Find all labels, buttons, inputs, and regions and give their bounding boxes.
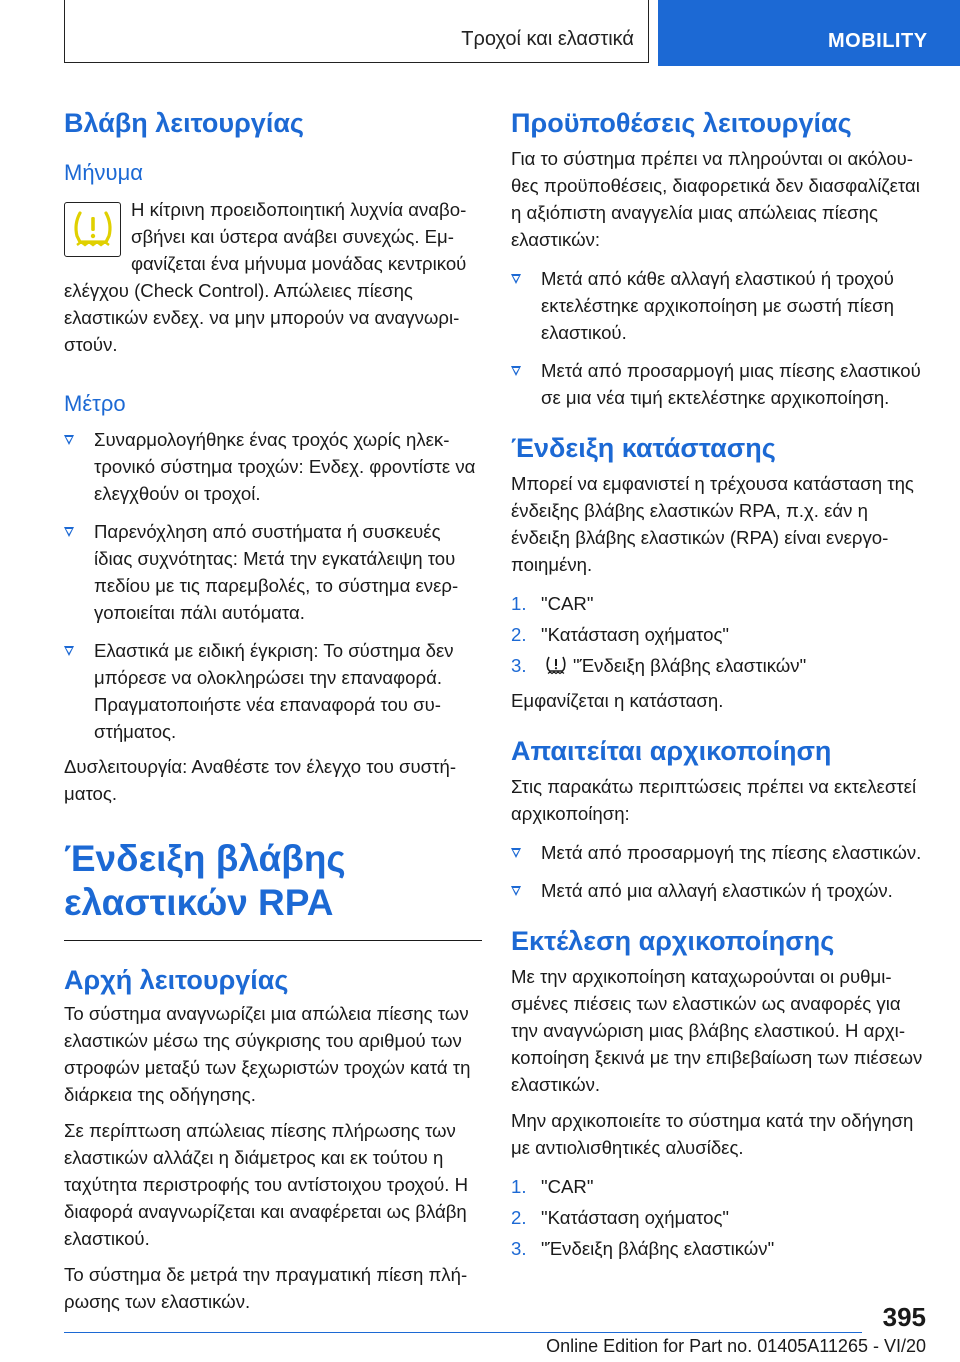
triangle-bullet-icon: [511, 274, 521, 284]
list-item: Μετά από προσαρμογή μιας πίεσης ελαστικού σε μια νέα τιμή εκτελέστηκε αρχικοποίηση.: [511, 357, 931, 411]
prerequisites-text: Για το σύστημα πρέπει να πληρούνται οι ακόλουθες προϋποθέσεις, διαφορετικά δεν διασφαλίζεται η αξιόπιστη αναγγελία μιας απώλειας πίεσης ελαστικών:: [511, 148, 920, 251]
init-required-text: Στις παρακάτω περιπτώσεις πρέπει να εκτελεστεί αρχικοποίηση:: [511, 776, 917, 825]
message-block: [64, 196, 482, 358]
list-item: Ελαστικά με ειδική έγκριση: Το σύστημα δεν μπόρεσε να ολοκληρώσει την επαναφορά. Πραγματοποιήστε νέα επαναφορά του συστήματος.: [64, 637, 482, 745]
list-item: Μετά από κάθε αλλαγή ελαστικού ή τροχού εκτελέστηκε αρχικοποίηση με σωστή πίεση ελαστικού.: [511, 265, 931, 346]
list-item: 2. "Κατάσταση οχήματος": [511, 1207, 730, 1229]
rpa-heading-block: [64, 837, 482, 941]
triangle-bullet-icon: [511, 886, 521, 896]
list-item: 2. "Κατάσταση οχήματος": [511, 624, 730, 646]
left-column: [64, 96, 482, 1315]
triangle-bullet-icon: [64, 527, 74, 537]
heading-measure: Μέτρο: [64, 390, 126, 416]
footer-divider: [64, 1332, 862, 1333]
list-item: 3. "Ένδειξη βλάβης ελαστικών": [511, 1238, 775, 1260]
message-text: Η κίτρινη προειδοποιητική λυχνία αναβοσβήνει και ύστερα ανάβει συνεχώς. Εμφανίζεται ένα μήνυμα μονάδας κεντρικού ελέγχου (Check Control). Απώλειες πίεσης ελαστικών ενδεχ. να μην μπορούν να αναγνωριστούν.: [64, 198, 467, 355]
init-required-list: [511, 839, 931, 904]
perform-init-paragraph-2: Μην αρχικοποιείτε το σύστημα κατά την οδήγηση με αντιολισθητικές αλυσίδες.: [511, 1110, 914, 1159]
section-title: Τροχοί και ελαστικά: [461, 28, 634, 50]
list-item: Συναρμολογήθηκε ένας τροχός χωρίς ηλεκτρονικό σύστημα τροχών: Ενδεχ. φροντίστε να ελεγχθούν οι τροχοί.: [64, 426, 482, 507]
prerequisites-list: [511, 265, 931, 411]
heading-init-required: Απαιτείται αρχικοποίηση: [511, 736, 832, 767]
perform-init-paragraph-1: Με την αρχικοποίηση καταχωρούνται οι ρυθμισμένες πιέσεις των ελαστικών ως αναφορές για την αναγνώριση μιας βλάβης ελαστικού. Η αρχικοποίηση ξεκινά με την επιβεβαίωση των πιέσεων ελαστικών.: [511, 966, 923, 1096]
heading-prerequisites: Προϋποθέσεις λειτουργίας: [511, 108, 852, 138]
heading-status: Ένδειξη κατάστασης: [511, 433, 776, 464]
heading-principle: Αρχή λειτουργίας: [64, 964, 289, 995]
principle-paragraph-2: Σε περίπτωση απώλειας πίεσης πλήρωσης των ελαστικών αλλάζει η διάμετρος και εκ τούτου η ταχύτητα περιστροφής του αντίστοιχου τροχού. Η διαφορά αναγνωρίζεται και αναφέρεται ως βλάβη ελαστικού.: [64, 1119, 469, 1249]
edition-text: Online Edition for Part no. 01405A11265 - VI/20: [546, 1336, 926, 1356]
list-item: 3. "Ένδειξη βλάβης ελαστικών": [511, 652, 931, 682]
tire-warning-icon: [545, 655, 567, 682]
chapter-tab: [658, 0, 960, 66]
list-item: 1. "CAR": [511, 1176, 594, 1198]
status-result: Εμφανίζεται η κατάσταση.: [511, 690, 724, 712]
page-header: [0, 0, 960, 66]
list-item: 1. "CAR": [511, 593, 594, 615]
tire-pressure-warning-icon: [64, 202, 121, 257]
list-item: Μετά από προσαρμογή της πίεσης ελαστικών.: [511, 839, 931, 866]
malfunction-text: Δυσλειτουργία: Αναθέστε τον έλεγχο του συστήματος.: [64, 756, 457, 805]
chapter-tab-label: MOBILITY: [828, 30, 928, 52]
right-column: [511, 96, 931, 1262]
heading-message: Μήνυμα: [64, 160, 143, 186]
status-steps: [511, 590, 931, 682]
heading-rpa: Ένδειξη βλάβης ελαστικών RPA: [64, 838, 346, 923]
section-title-box: [64, 0, 649, 63]
principle-paragraph-3: Το σύστημα δε μετρά την πραγματική πίεση πλήρωσης των ελαστικών.: [64, 1263, 468, 1312]
principle-paragraph-1: Το σύστημα αναγνωρίζει μια απώλεια πίεσης των ελαστικών μέσω της σύγκρισης του αριθμού των στροφών μεταξύ των ξεχωριστών τροχών κατά τη διάρκεια της οδήγησης.: [64, 1002, 471, 1105]
triangle-bullet-icon: [511, 848, 521, 858]
page-number: 395: [882, 1302, 926, 1332]
triangle-bullet-icon: [64, 646, 74, 656]
status-text: Μπορεί να εμφανιστεί η τρέχουσα κατάσταση της ένδειξης βλάβης ελαστικών RPA, π.χ. εάν η ένδειξη βλάβης ελαστικών (RPA) είναι ενεργοποιημένη.: [511, 473, 914, 576]
heading-perform-init: Εκτέλεση αρχικοποίησης: [511, 926, 835, 957]
init-steps: [511, 1173, 931, 1262]
triangle-bullet-icon: [511, 366, 521, 376]
measure-list: [64, 426, 482, 745]
triangle-bullet-icon: [64, 435, 74, 445]
list-item: Παρενόχληση από συστήματα ή συσκευές ίδιας συχνότητας: Μετά την εγκατάλειψη του πεδίου με τις παρεμβολές, το σύστημα ενεργοποιείται πάλι αυτόματα.: [64, 518, 482, 626]
list-item: Μετά από μια αλλαγή ελαστικών ή τροχών.: [511, 877, 931, 904]
heading-malfunction: Βλάβη λειτουργίας: [64, 108, 304, 138]
